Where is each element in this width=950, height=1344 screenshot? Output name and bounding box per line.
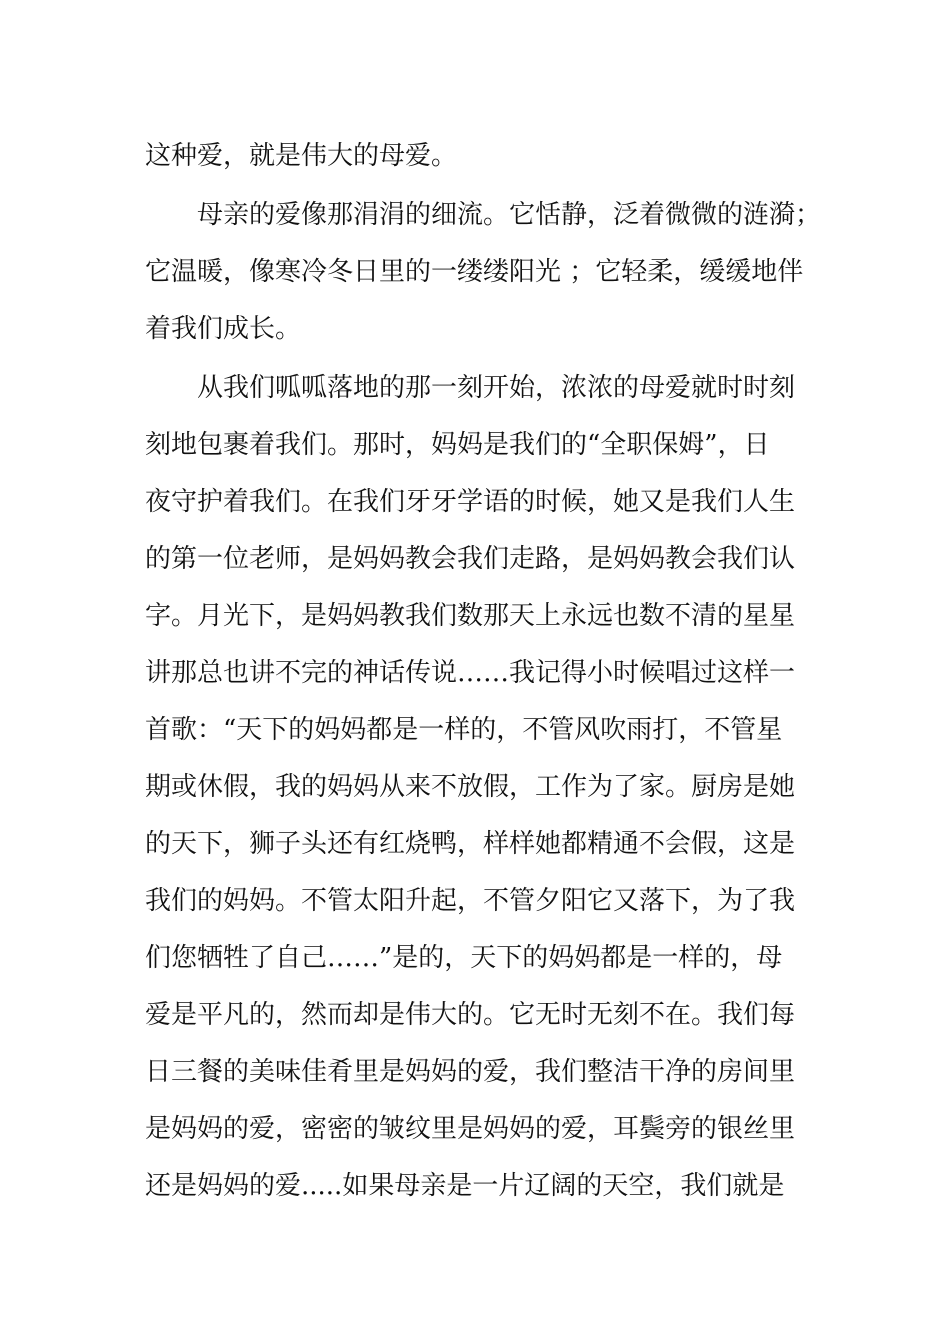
text-line: 刻地包裹着我们。那时，妈妈是我们的“全职保姆”，日 xyxy=(145,430,770,460)
text-line: 期或休假，我的妈妈从来不放假，工作为了家。厨房是她 xyxy=(145,772,796,802)
text-line: 夜守护着我们。在我们牙牙学语的时候，她又是我们人生 xyxy=(145,487,796,517)
text-line: 还是妈妈的爱.....如果母亲是一片辽阔的天空，我们就是 xyxy=(145,1171,785,1201)
text-line: 是妈妈的爱，密密的皱纹里是妈妈的爱，耳鬓旁的银丝里 xyxy=(145,1114,796,1144)
text-line: 首歌：“天下的妈妈都是一样的，不管风吹雨打，不管星 xyxy=(145,715,783,745)
text-line: 我们的妈妈。不管太阳升起，不管夕阳它又落下，为了我 xyxy=(145,886,796,916)
text-line: 的天下，狮子头还有红烧鸭，样样她都精通不会假，这是 xyxy=(145,829,796,859)
paragraph-first-line: 从我们呱呱落地的那一刻开始，浓浓的母爱就时时刻 xyxy=(197,373,796,403)
text-line: 讲那总也讲不完的神话传说……我记得小时候唱过这样一 xyxy=(145,658,796,688)
text-line: 们您牺牲了自己……”是的，天下的妈妈都是一样的，母 xyxy=(145,943,783,973)
text-line: 爱是平凡的，然而却是伟大的。它无时无刻不在。我们每 xyxy=(145,1000,796,1030)
text-line: 日三餐的美味佳肴里是妈妈的爱，我们整洁干净的房间里 xyxy=(145,1057,796,1087)
text-line: 这种爱，就是伟大的母爱。 xyxy=(145,141,458,171)
paragraph-first-line: 母亲的爱像那涓涓的细流。它恬静，泛着微微的涟漪； xyxy=(197,200,822,230)
document-body xyxy=(145,128,822,1215)
text-line: 着我们成长。 xyxy=(145,314,302,344)
text-line: 它温暖，像寒冷冬日里的一缕缕阳光 ；它轻柔，缓缓地伴 xyxy=(145,257,804,287)
text-line: 字。月光下，是妈妈教我们数那天上永远也数不清的星星 xyxy=(145,601,796,631)
text-line: 的第一位老师，是妈妈教会我们走路，是妈妈教会我们认 xyxy=(145,544,796,574)
